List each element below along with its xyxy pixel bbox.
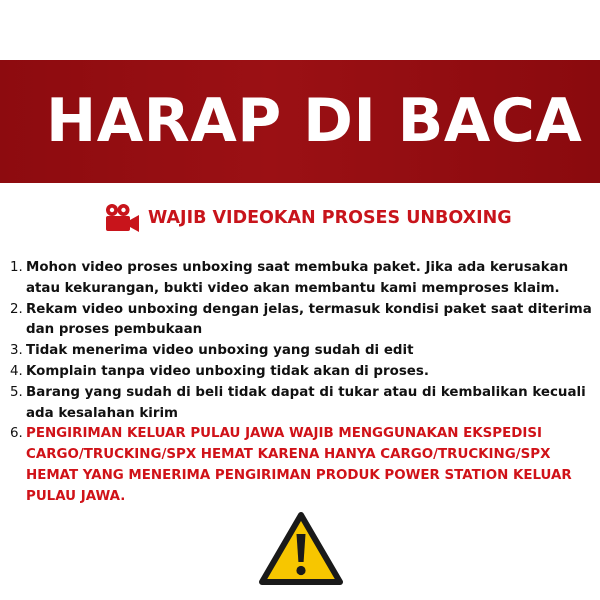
rule-text: Mohon video proses unboxing saat membuka paket. Jika ada kerusakan atau kekurangan, bukti video akan membantu kami memproses klaim. [26, 260, 569, 296]
rule-item-warning [10, 424, 592, 507]
rule-text: Rekam video unboxing dengan jelas, termasuk kondisi paket saat diterima dan proses pembukaan [26, 301, 592, 338]
rule-number: 1. [10, 260, 23, 275]
rule-number: 6. [10, 426, 23, 442]
rule-text: Tidak menerima video unboxing yang sudah di edit [26, 343, 414, 359]
subheading [104, 203, 512, 233]
rule-item [10, 300, 592, 342]
rule-number: 2. [10, 301, 23, 317]
rule-item [10, 362, 592, 383]
video-camera-icon [104, 203, 140, 233]
banner-title: HARAP DI BACA [46, 86, 583, 156]
rule-item [10, 341, 592, 362]
subheading-text: WAJIB VIDEOKAN PROSES UNBOXING [148, 208, 512, 228]
rule-text-warning: PENGIRIMAN KELUAR PULAU JAWA WAJIB MENGGUNAKAN EKSPEDISI CARGO/TRUCKING/SPX HEMAT KARENA HANYA CARGO/TRUCKING/SPX HEMAT YANG MENERIMA PENGIRIMAN PRODUK POWER STATION KELUAR PULAU JAWA. [26, 426, 572, 504]
rule-text: Komplain tanpa video unboxing tidak akan di proses. [26, 363, 429, 379]
rule-text: Barang yang sudah di beli tidak dapat di tukar atau di kembalikan kecuali ada kesalahan kirim [26, 384, 586, 421]
warning-triangle-icon [259, 512, 343, 586]
rule-number: 4. [10, 363, 23, 379]
rule-number: 3. [10, 343, 23, 359]
rule-number: 5. [10, 384, 23, 400]
rule-item [10, 258, 592, 300]
rules-list [10, 258, 592, 508]
rule-item [10, 383, 592, 425]
